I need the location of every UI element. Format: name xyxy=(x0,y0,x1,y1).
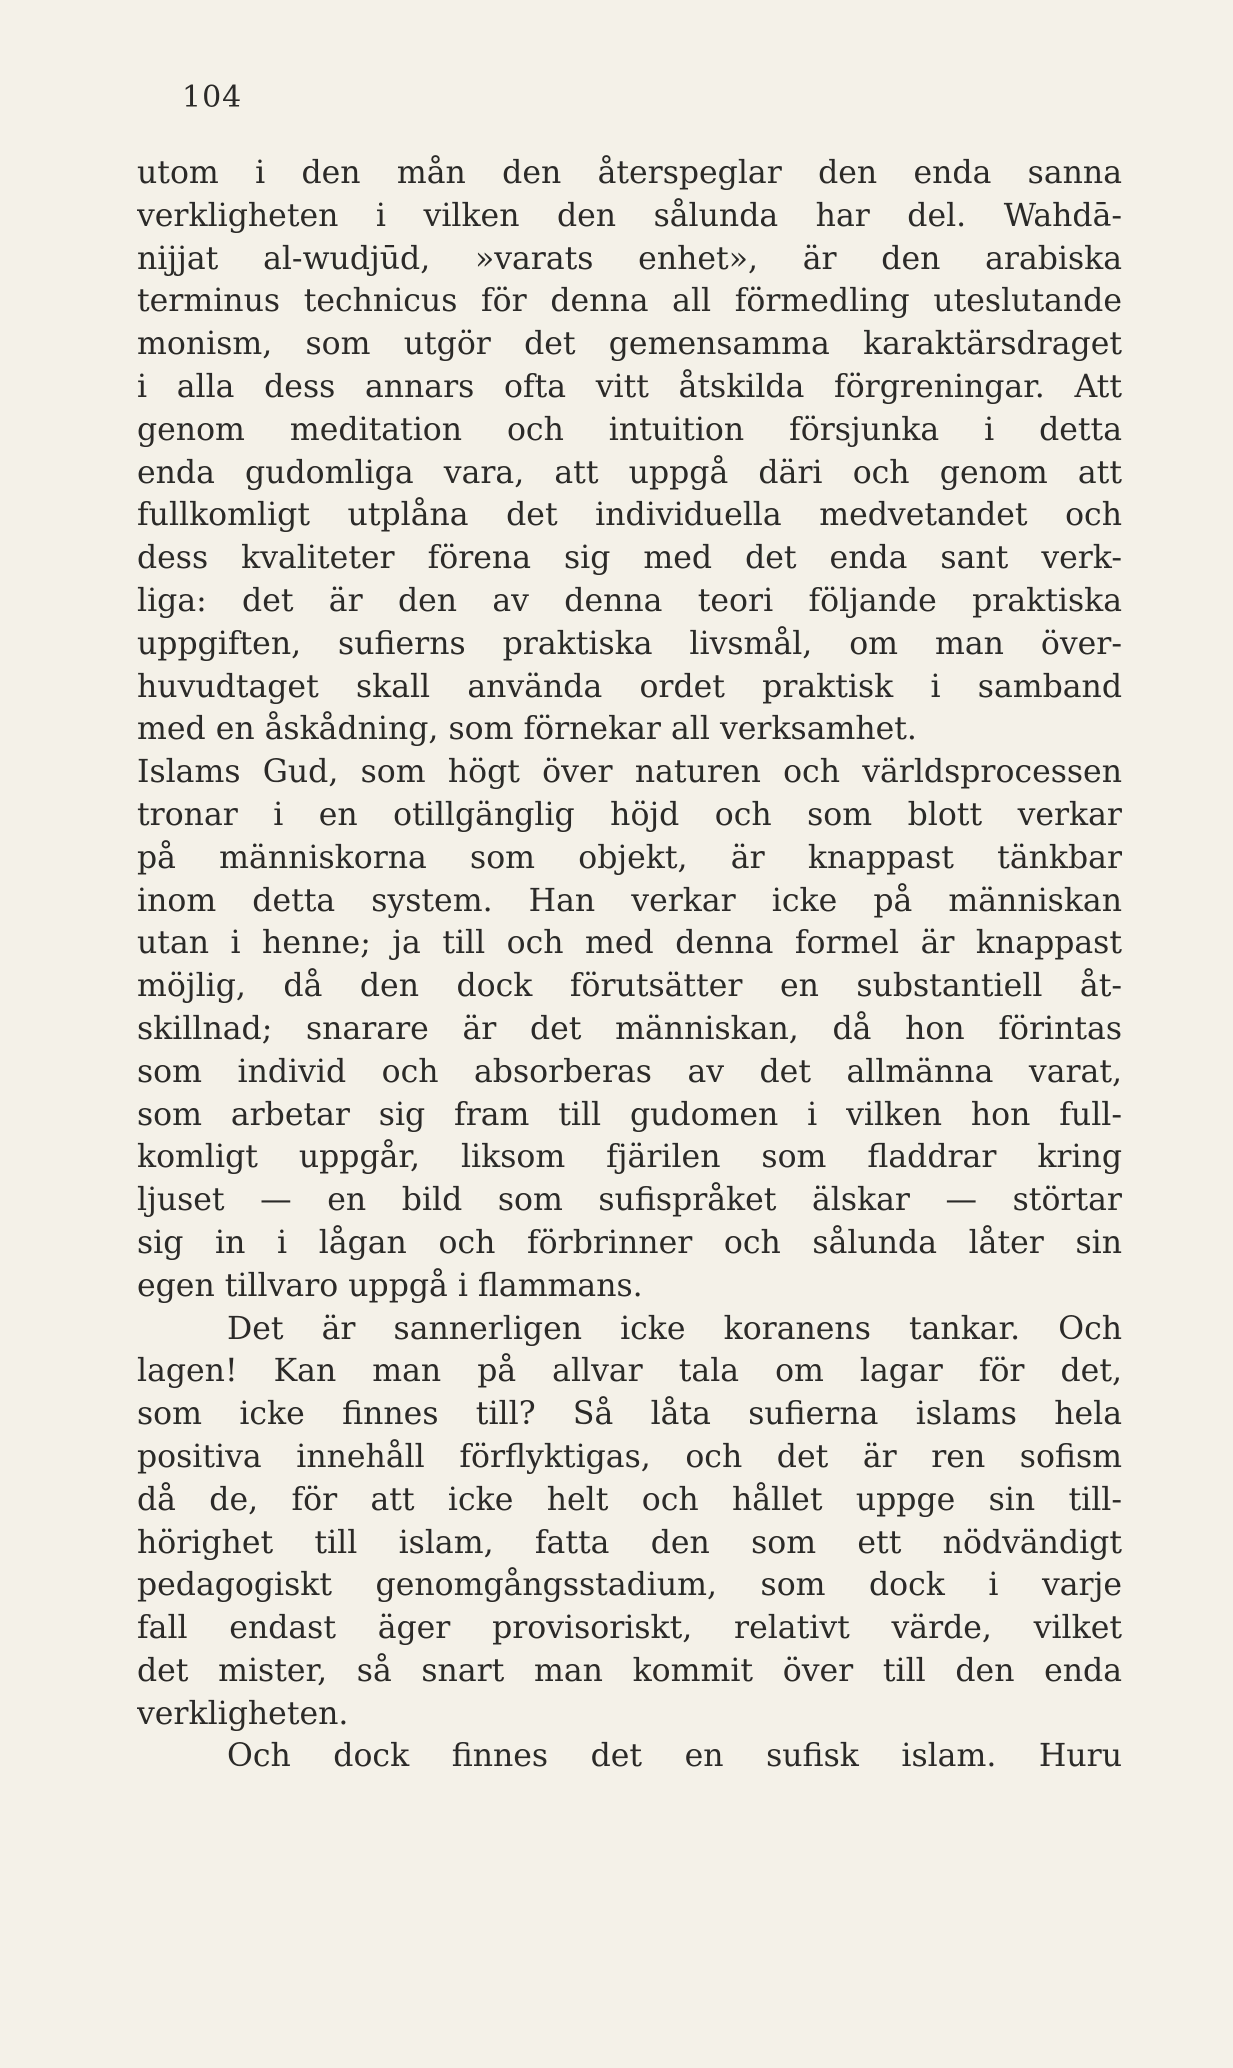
text-line: Islams Gud, som högt över naturen och världsprocessen xyxy=(137,754,1122,791)
text-line: dess kvaliteter förena sig med det enda sant verk- xyxy=(137,540,1122,577)
text-line: genom meditation och intuition försjunka i detta xyxy=(137,411,1122,448)
body-text xyxy=(137,152,1122,1778)
text-line: möjlig, då den dock förutsätter en substantiell åt- xyxy=(137,968,1122,1005)
text-line: ljuset — en bild som sufispråket älskar — störtar xyxy=(137,1182,1122,1219)
text-line: uppgiften, sufierns praktiska livsmål, om man över- xyxy=(137,625,1122,662)
text-line: liga: det är den av denna teori följande praktiska xyxy=(137,582,1122,619)
text-line: komligt uppgår, liksom fjärilen som fladdrar kring xyxy=(137,1139,1122,1176)
text-line: enda gudomliga vara, att uppgå däri och genom att xyxy=(137,454,1122,491)
text-line: som individ och absorberas av det allmänna varat, xyxy=(137,1053,1122,1090)
text-line: i alla dess annars ofta vitt åtskilda förgreningar. Att xyxy=(137,368,1122,405)
page-number: 104 xyxy=(182,80,243,115)
text-line: Det är sannerligen icke koranens tankar. Och xyxy=(227,1310,1122,1347)
text-line: utan i henne; ja till och med denna formel är knappast xyxy=(137,925,1122,962)
text-line: fullkomligt utplåna det individuella medvetandet och xyxy=(137,497,1122,534)
text-line: hörighet till islam, fatta den som ett nödvändigt xyxy=(137,1524,1122,1561)
text-line: verkligheten. xyxy=(137,1695,349,1732)
text-line: utom i den mån den återspeglar den enda sanna xyxy=(137,155,1122,191)
text-line: terminus technicus för denna all förmedling uteslutande xyxy=(137,283,1122,320)
text-line: huvudtaget skall använda ordet praktisk i samband xyxy=(137,668,1122,705)
text-line: då de, för att icke helt och hållet uppge sin till- xyxy=(137,1481,1122,1518)
text-line: verkligheten i vilken den sålunda har del. Wahdā- xyxy=(137,197,1122,234)
text-line: som arbetar sig fram till gudomen i vilken hon full- xyxy=(137,1096,1122,1133)
text-line: på människorna som objekt, är knappast tänkbar xyxy=(137,839,1122,876)
text-line: som icke finnes till? Så låta sufierna islams hela xyxy=(137,1396,1122,1433)
text-line: egen tillvaro uppgå i flammans. xyxy=(137,1267,643,1304)
text-line: skillnad; snarare är det människan, då hon förintas xyxy=(137,1010,1122,1047)
text-line: monism, som utgör det gemensamma karaktärsdraget xyxy=(137,326,1122,363)
text-line: Och dock finnes det en sufisk islam. Huru xyxy=(227,1738,1122,1775)
text-line: tronar i en otillgänglig höjd och som blott verkar xyxy=(137,796,1122,833)
text-line: lagen! Kan man på allvar tala om lagar för det, xyxy=(137,1353,1122,1390)
text-line: fall endast äger provisoriskt, relativt värde, vilket xyxy=(137,1610,1122,1647)
text-line: inom detta system. Han verkar icke på människan xyxy=(137,882,1122,919)
text-line: positiva innehåll förflyktigas, och det är ren sofism xyxy=(137,1438,1122,1475)
text-line: sig in i lågan och förbrinner och sålunda låter sin xyxy=(137,1224,1122,1261)
text-line: nijjat al-wudjūd, »varats enhet», är den arabiska xyxy=(137,240,1122,277)
text-line: med en åskådning, som förnekar all verksamhet. xyxy=(137,711,917,748)
text-line: det mister, så snart man kommit över till den enda xyxy=(137,1652,1122,1689)
text-line: pedagogiskt genomgångsstadium, som dock i varje xyxy=(137,1567,1122,1604)
